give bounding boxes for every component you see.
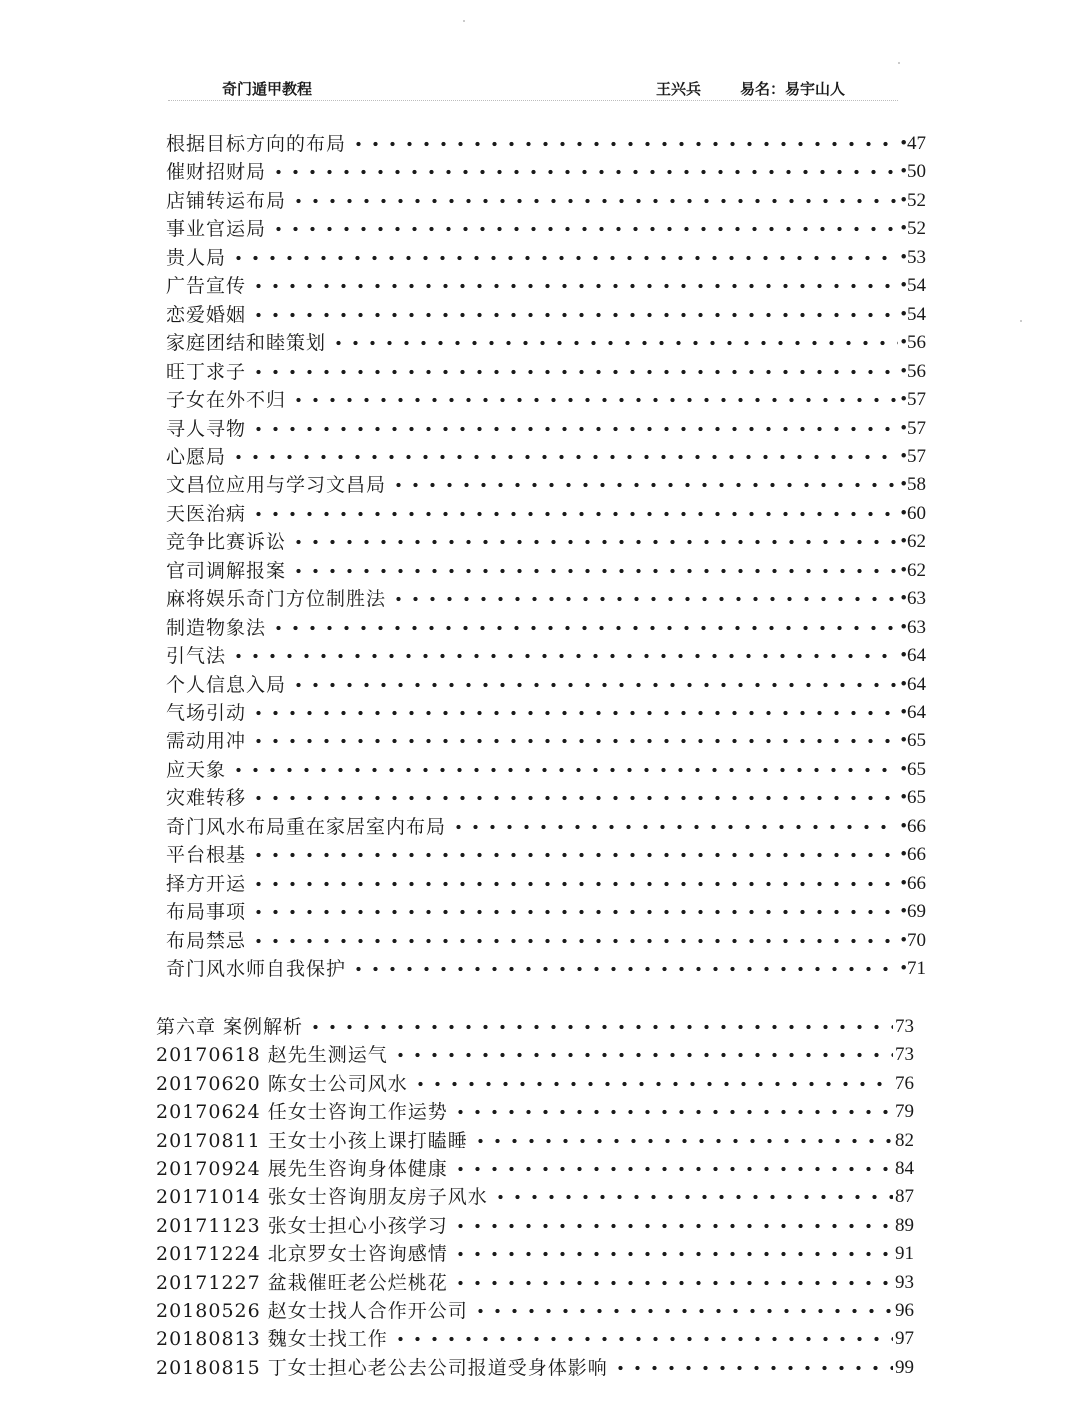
toc-entry-page: •71 <box>900 958 926 979</box>
toc-entry <box>156 1013 914 1039</box>
toc-entry-title: 应天象 <box>166 759 227 781</box>
toc-entry <box>156 1041 914 1067</box>
dot-leader <box>270 622 898 634</box>
dot-leader <box>452 1220 893 1232</box>
toc-entry-page: 76 <box>895 1073 914 1094</box>
dot-leader <box>250 280 898 292</box>
author-alias: 易名：易宇山人 <box>740 80 846 98</box>
dot-leader <box>250 906 898 918</box>
toc-entry <box>166 756 926 782</box>
toc-entry <box>166 471 926 497</box>
toc-entry-page: •66 <box>900 816 926 837</box>
toc-entry <box>166 784 926 810</box>
toc-entry-page: •63 <box>900 617 926 638</box>
toc-entry-title: 灾难转移 <box>166 787 247 809</box>
author-name: 王兴兵 <box>656 80 702 98</box>
toc-entry <box>166 870 926 896</box>
book-title: 奇门遁甲教程 <box>222 80 313 98</box>
dot-leader <box>290 679 898 691</box>
dot-leader <box>230 252 898 264</box>
dot-leader <box>450 821 898 833</box>
dot-leader <box>250 423 898 435</box>
toc-entry-title: 布局禁忌 <box>166 930 247 952</box>
dot-leader <box>330 337 898 349</box>
toc-entry-title: 第六章 案例解析 <box>156 1016 304 1038</box>
toc-entry-page: •60 <box>900 503 926 524</box>
dot-leader <box>350 963 898 975</box>
toc-entry <box>156 1354 914 1380</box>
toc-entry-page: 89 <box>895 1215 914 1236</box>
dot-leader <box>290 565 898 577</box>
toc-entry-page: •65 <box>900 730 926 751</box>
toc-entry-page: •65 <box>900 787 926 808</box>
dot-leader <box>230 650 898 662</box>
toc-entry-page: 73 <box>895 1016 914 1037</box>
toc-entry-page: •58 <box>900 474 926 495</box>
toc-entry-title: 引气法 <box>166 645 227 667</box>
toc-entry <box>156 1098 914 1124</box>
toc-entry-page: •57 <box>900 418 926 439</box>
toc-entry-page: 87 <box>895 1186 914 1207</box>
dot-leader <box>492 1191 893 1203</box>
toc-entry-title: 事业官运局 <box>166 218 267 240</box>
toc-entry-title: 20180526 赵女士找人合作开公司 <box>156 1300 468 1322</box>
toc-entry-page: •47 <box>900 133 926 154</box>
toc-entry-page: 97 <box>895 1328 914 1349</box>
toc-entry-page: •64 <box>900 702 926 723</box>
toc-entry <box>156 1297 914 1323</box>
dot-leader <box>390 479 898 491</box>
toc-entry-title: 恋爱婚姻 <box>166 304 247 326</box>
dot-leader <box>390 593 898 605</box>
toc-entry <box>166 955 926 981</box>
toc-entry-title: 天医治病 <box>166 503 247 525</box>
toc-entry <box>166 443 926 469</box>
toc-entry <box>156 1155 914 1181</box>
toc-entry-title: 制造物象法 <box>166 617 267 639</box>
toc-entry-page: 93 <box>895 1272 914 1293</box>
toc-entry-title: 官司调解报案 <box>166 560 287 582</box>
toc-entry-page: 91 <box>895 1243 914 1264</box>
toc-entry-title: 布局事项 <box>166 901 247 923</box>
toc-entry-title: 20170618 赵先生测运气 <box>156 1044 388 1066</box>
toc-entry-page: 73 <box>895 1044 914 1065</box>
toc-entry-page: •64 <box>900 645 926 666</box>
toc-entry-page: •65 <box>900 759 926 780</box>
toc-entry-title: 气场引动 <box>166 702 247 724</box>
dot-leader <box>290 536 898 548</box>
toc-entry-page: •57 <box>900 446 926 467</box>
dot-leader <box>250 366 898 378</box>
toc-entry-page: •53 <box>900 247 926 268</box>
toc-entry-page: 82 <box>895 1130 914 1151</box>
toc-entry <box>166 813 926 839</box>
scan-speck <box>1020 320 1022 322</box>
toc-entry-page: •56 <box>900 361 926 382</box>
toc-entry <box>166 671 926 697</box>
scan-speck <box>463 20 465 22</box>
toc-entry <box>156 1127 914 1153</box>
toc-entry <box>166 130 926 156</box>
toc-entry-page: •52 <box>900 218 926 239</box>
toc-entry <box>166 415 926 441</box>
dot-leader <box>250 309 898 321</box>
toc-entry <box>166 272 926 298</box>
dot-leader <box>392 1333 893 1345</box>
toc-entry-title: 20171123 张女士担心小孩学习 <box>156 1215 448 1237</box>
toc-entry <box>166 699 926 725</box>
toc-entry <box>156 1269 914 1295</box>
toc-entry-page: •54 <box>900 304 926 325</box>
toc-entry <box>166 841 926 867</box>
toc-entry-title: 竞争比赛诉讼 <box>166 531 287 553</box>
dot-leader <box>612 1362 893 1374</box>
toc-entry-page: 79 <box>895 1101 914 1122</box>
dot-leader <box>270 223 898 235</box>
dot-leader <box>392 1049 893 1061</box>
toc-entry-title: 20170924 展先生咨询身体健康 <box>156 1158 448 1180</box>
toc-entry-page: 84 <box>895 1158 914 1179</box>
toc-entry-title: 20171227 盆栽催旺老公烂桃花 <box>156 1272 448 1294</box>
toc-entry-page: •66 <box>900 844 926 865</box>
toc-entry-title: 贵人局 <box>166 247 227 269</box>
dot-leader <box>250 935 898 947</box>
toc-entry-title: 旺丁求子 <box>166 361 247 383</box>
toc-entry <box>156 1240 914 1266</box>
toc-entry-title: 20180815 丁女士担心老公去公司报道受身体影响 <box>156 1357 608 1379</box>
toc-entry-page: •66 <box>900 873 926 894</box>
toc-entry <box>156 1212 914 1238</box>
toc-entry <box>166 500 926 526</box>
header-divider <box>168 100 898 101</box>
toc-entry <box>166 727 926 753</box>
toc-entry-title: 20171224 北京罗女士咨询感情 <box>156 1243 448 1265</box>
toc-entry-title: 子女在外不归 <box>166 389 287 411</box>
toc-entry-page: •62 <box>900 531 926 552</box>
toc-entry <box>166 528 926 554</box>
toc-entry-page: •50 <box>900 161 926 182</box>
dot-leader <box>250 878 898 890</box>
toc-entry <box>166 386 926 412</box>
toc-entry <box>166 614 926 640</box>
dot-leader <box>250 707 898 719</box>
toc-entry-title: 麻将娱乐奇门方位制胜法 <box>166 588 387 610</box>
toc-entry <box>166 898 926 924</box>
toc-entry-page: 96 <box>895 1300 914 1321</box>
toc-entry-title: 需动用冲 <box>166 730 247 752</box>
toc-entry-title: 心愿局 <box>166 446 227 468</box>
toc-entry <box>166 158 926 184</box>
toc-entry-title: 家庭团结和睦策划 <box>166 332 327 354</box>
toc-entry <box>156 1070 914 1096</box>
toc-entry-page: •63 <box>900 588 926 609</box>
scan-speck <box>898 62 900 64</box>
toc-entry-title: 择方开运 <box>166 873 247 895</box>
toc-entry <box>166 329 926 355</box>
dot-leader <box>230 764 898 776</box>
toc-entry-title: 文昌位应用与学习文昌局 <box>166 474 387 496</box>
toc-entry-title: 20170624 任女士咨询工作运势 <box>156 1101 448 1123</box>
dot-leader <box>350 138 898 150</box>
toc-entry-page: 99 <box>895 1357 914 1378</box>
dot-leader <box>230 451 898 463</box>
toc-entry-title: 寻人寻物 <box>166 418 247 440</box>
dot-leader <box>452 1248 893 1260</box>
dot-leader <box>472 1305 893 1317</box>
toc-entry <box>166 358 926 384</box>
dot-leader <box>307 1021 893 1033</box>
toc-entry-page: •62 <box>900 560 926 581</box>
dot-leader <box>250 849 898 861</box>
toc-entry-title: 店铺转运布局 <box>166 190 287 212</box>
toc-entry-page: •57 <box>900 389 926 410</box>
dot-leader <box>472 1135 893 1147</box>
toc-entry-title: 奇门风水布局重在家居室内布局 <box>166 816 447 838</box>
dot-leader <box>290 195 898 207</box>
toc-entry <box>166 187 926 213</box>
toc-entry <box>166 557 926 583</box>
dot-leader <box>270 166 898 178</box>
toc-entry-title: 个人信息入局 <box>166 674 287 696</box>
toc-entry-title: 奇门风水师自我保护 <box>166 958 347 980</box>
toc-entry-title: 20170811 王女士小孩上课打瞌睡 <box>156 1130 468 1152</box>
dot-leader <box>250 735 898 747</box>
toc-entry-page: •54 <box>900 275 926 296</box>
toc-entry-title: 根据目标方向的布局 <box>166 133 347 155</box>
dot-leader <box>452 1163 893 1175</box>
toc-entry-title: 20171014 张女士咨询朋友房子风水 <box>156 1186 488 1208</box>
toc-entry <box>166 301 926 327</box>
toc-entry <box>166 642 926 668</box>
toc-entry-title: 催财招财局 <box>166 161 267 183</box>
toc-entry <box>156 1183 914 1209</box>
dot-leader <box>452 1106 893 1118</box>
dot-leader <box>412 1078 893 1090</box>
toc-entry <box>166 927 926 953</box>
dot-leader <box>250 792 898 804</box>
dot-leader <box>250 508 898 520</box>
toc-entry-page: •64 <box>900 674 926 695</box>
toc-entry-page: •69 <box>900 901 926 922</box>
dot-leader <box>290 394 898 406</box>
toc-entry-title: 20170620 陈女士公司风水 <box>156 1073 408 1095</box>
dot-leader <box>452 1277 893 1289</box>
toc-entry-page: •56 <box>900 332 926 353</box>
toc-entry <box>156 1325 914 1351</box>
toc-entry-page: •70 <box>900 930 926 951</box>
toc-entry-page: •52 <box>900 190 926 211</box>
toc-entry <box>166 215 926 241</box>
toc-entry-title: 平台根基 <box>166 844 247 866</box>
toc-entry <box>166 244 926 270</box>
toc-entry-title: 20180813 魏女士找工作 <box>156 1328 388 1350</box>
toc-entry-title: 广告宣传 <box>166 275 247 297</box>
toc-entry <box>166 585 926 611</box>
